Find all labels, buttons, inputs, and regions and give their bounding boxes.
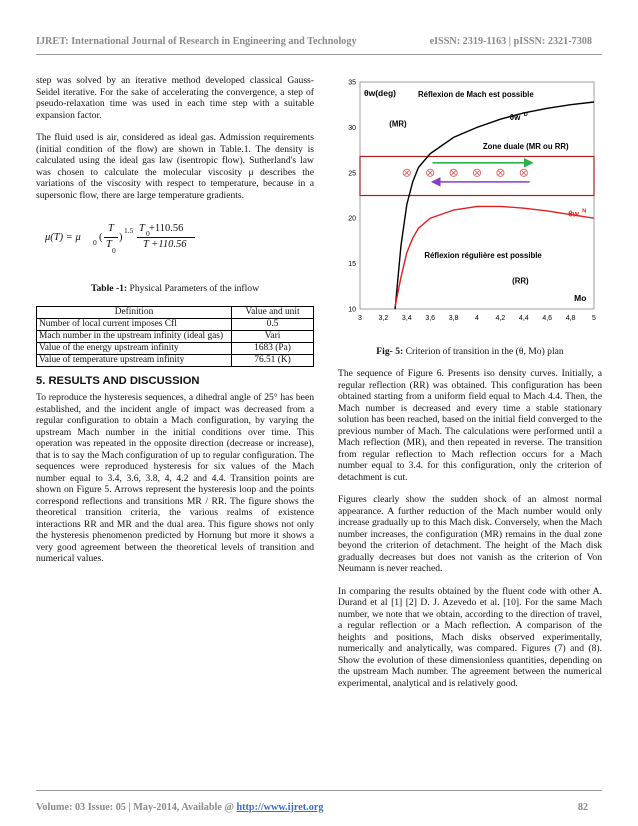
table-cell: Value of temperature upstream infinity <box>37 354 232 366</box>
left-column <box>36 75 314 565</box>
y-tick-label: 20 <box>348 215 356 223</box>
y-tick-label: 15 <box>348 261 356 269</box>
right-paragraph-1: The sequence of Figure 6. Presents iso density curves. Initially, a regular reflection (RR) was obtained. This configuration has been obtained starting from a uniform field equal to Mach 4.4. Then, the Mach number is decreased and every time a stable stationary solution has been reached, based on the initial field converged to the previous number of Mach. The calculations were performed until a Mach reflection (MR), and then repeated in reverse. The transition from regular reflection to Mach reflection occurs for a Mach number equal to 3.4. for this configuration, only the criterion of detachment is cut. <box>338 368 602 483</box>
equation-frac2-den: T +110.56 <box>143 239 187 250</box>
section-heading: 5. RESULTS AND DISCUSSION <box>36 374 200 387</box>
table-caption <box>36 283 314 295</box>
table-cell: Vari <box>232 330 314 342</box>
transition-criterion-chart <box>338 76 602 330</box>
x-axis-label: Mo <box>574 292 587 303</box>
table-header-cell: Value and unit <box>232 306 314 318</box>
equation-frac2-num-rest: +110.56 <box>149 223 184 234</box>
table-row <box>37 318 314 330</box>
equation-exponent: 1.5 <box>124 226 134 235</box>
y-tick-label: 30 <box>348 124 356 132</box>
page-header <box>36 36 602 47</box>
x-tick-label: 3,8 <box>448 315 459 322</box>
chart-layer <box>348 80 596 323</box>
equation-frac1-num: T <box>108 223 114 234</box>
x-tick-label: 4,6 <box>542 315 553 322</box>
page-footer <box>36 802 602 813</box>
inflow-parameters-table <box>36 306 314 367</box>
footer-rule <box>36 790 602 791</box>
equation-frac2-bar <box>137 237 195 238</box>
y-tick-label: 25 <box>348 170 356 178</box>
equation-frac2-num-sub: 0 <box>146 229 150 238</box>
x-tick-label: 3 <box>358 315 362 322</box>
table-caption-label: Table -1: <box>90 283 128 294</box>
equation-lhs: μ(T) = μ <box>45 232 81 243</box>
header-rule <box>36 54 602 55</box>
regular-reflection-label: Réflexion régulière est possible <box>424 251 542 261</box>
equation-frac1-den: T <box>106 239 112 250</box>
detachment-criterion-line <box>395 102 594 309</box>
table-row <box>37 330 314 342</box>
x-tick-label: 4,4 <box>518 315 529 322</box>
left-paragraph-3: To reproduce the hysteresis sequences, a dihedral angle of 25° has been established, and the incident angle of impact was decreased from a regular configuration to obtain a Mach configuration, by varying the upstream Mach number in the initial conditions over time. This operation was repeated in the opposite direction (decrease or increase), that is to say the Mach configuration of up to regular configuration. The sequences were reproduced hysteresis for six values of the Mach number equal to 3.4, 3.6, 3.8, 4, 4.2 and 4.4. Transition points are shown on Figure 5. Arrows represent the hysteresis loop and the points correspond reflections and transitions MR / RR. The figure shows the theoretical transition criteria, the various realms of existence interactions RR and MR and the dual area. This figure shows not only the hysteresis phenomenon predicted by Hornung but more it shows a very good agreement between the theoretical levels of transition and numerical values. <box>36 392 314 564</box>
sutherland-equation <box>36 215 314 263</box>
left-paragraph-2: The fluid used is air, considered as ideal gas. Admission requirements (initial condition of the flow) are shown in Table.1. The density is calculated using the ideal gas law (isentropic flow). Sutherland's law was chosen to calculate the molecular viscosity μ describes the variations of the viscosity with respect to temperature, because in a supersonic flow, there are large temperature gradients. <box>36 132 314 201</box>
figure-caption-label: Fig- 5: <box>376 346 404 357</box>
table-row <box>37 342 314 354</box>
table-cell: 0.5 <box>232 318 314 330</box>
footer-link[interactable]: http://www.ijret.org <box>236 802 324 813</box>
figure-caption-text: Criterion of transition in the (θ, Mo) plan <box>403 346 564 357</box>
dual-zone-label: Zone duale (MR ou RR) <box>482 142 569 152</box>
journal-title: IJRET: International Journal of Research in Engineering and Technology <box>36 36 357 47</box>
right-paragraph-3: In comparing the results obtained by the fluent code with other A. Durand et al [1] [2] D. J. Azevedo et al. [10]. For the same Mach number, we note that we obtain, according to the direction of travel, a regular reflection or a Mach reflection. A comparison of the heights and positions, Mach disks observed experimentally, numerically and analytically, was compared. Figures (7) and (8). Show the evolution of these dimensionless quantities, depending on the upstream Mach number. The agreement between the numerical experimental, analytical and is relatively good. <box>338 585 602 689</box>
equation-mu-sub: 0 <box>93 238 97 247</box>
table-cell: 1683 (Pa) <box>232 342 314 354</box>
y-tick-label: 35 <box>348 79 356 87</box>
page-number: 82 <box>577 802 588 813</box>
equation-frac1-bar <box>104 237 118 238</box>
table-caption-text: Physical Parameters of the inflow <box>127 283 260 294</box>
left-paragraph-1: step was solved by an iterative method developed classical Gauss-Seidel iterative. For the sake of accelerating the convergence, a step of pseudo-relaxation time was used in each time step with a suitable expansion factor. <box>36 75 314 121</box>
table-header-cell: Definition <box>37 306 232 318</box>
right-paragraph-2: Figures clearly show the sudden shock of an almost normal appearance. A further reduction of the Mach number would only increase gradually up to this Mach disk. Conversely, when the Mach number increases, the configuration (MR) remains in the dual zone beyond the criterion of detachment. The height of the Mach disk gradually decreases but does not vanish as the criterion of Von Neumann is never reached. <box>338 494 602 574</box>
table-cell: Mach number in the upstream infinity (ideal gas) <box>37 330 232 342</box>
mach-reflection-label: Réflexion de Mach est possible <box>418 90 534 99</box>
issn-info: eISSN: 2319-1163 | pISSN: 2321-7308 <box>429 36 592 47</box>
x-tick-label: 3,4 <box>401 315 412 322</box>
equation-paren-open: ( <box>99 232 103 243</box>
x-tick-label: 4 <box>475 315 479 322</box>
table-cell: Value of the energy upstream infinity <box>37 342 232 354</box>
x-tick-label: 3,6 <box>425 315 436 322</box>
equation-paren-close: ) <box>119 232 123 243</box>
equation-frac1-den-sub: 0 <box>112 246 116 255</box>
x-tick-label: 4,8 <box>565 315 576 322</box>
x-tick-label: 3,2 <box>378 315 389 322</box>
y-tick-label: 10 <box>348 306 356 314</box>
x-tick-label: 5 <box>592 315 596 322</box>
right-column <box>338 368 602 689</box>
table-cell: 76.51 (K) <box>232 354 314 366</box>
theta-n-label: θw <box>568 209 579 219</box>
footer-volume: Volume: 03 Issue: 05 | May-2014, Available @ <box>36 802 237 813</box>
mr-region-label: (MR) <box>389 119 407 129</box>
theta-n-superscript: N <box>582 208 587 215</box>
figure-caption <box>338 346 602 357</box>
y-axis-label: θw(deg) <box>364 88 396 98</box>
x-tick-label: 4,2 <box>495 315 506 322</box>
table-cell: Number of local current imposes Cfl <box>37 318 232 330</box>
equation-frac2-num: T <box>139 223 145 234</box>
theta-d-label: θw <box>509 113 521 123</box>
theta-d-superscript: D <box>523 112 528 119</box>
table-header-row <box>37 306 314 318</box>
rr-region-label: (RR) <box>512 276 529 286</box>
table-row <box>37 354 314 366</box>
